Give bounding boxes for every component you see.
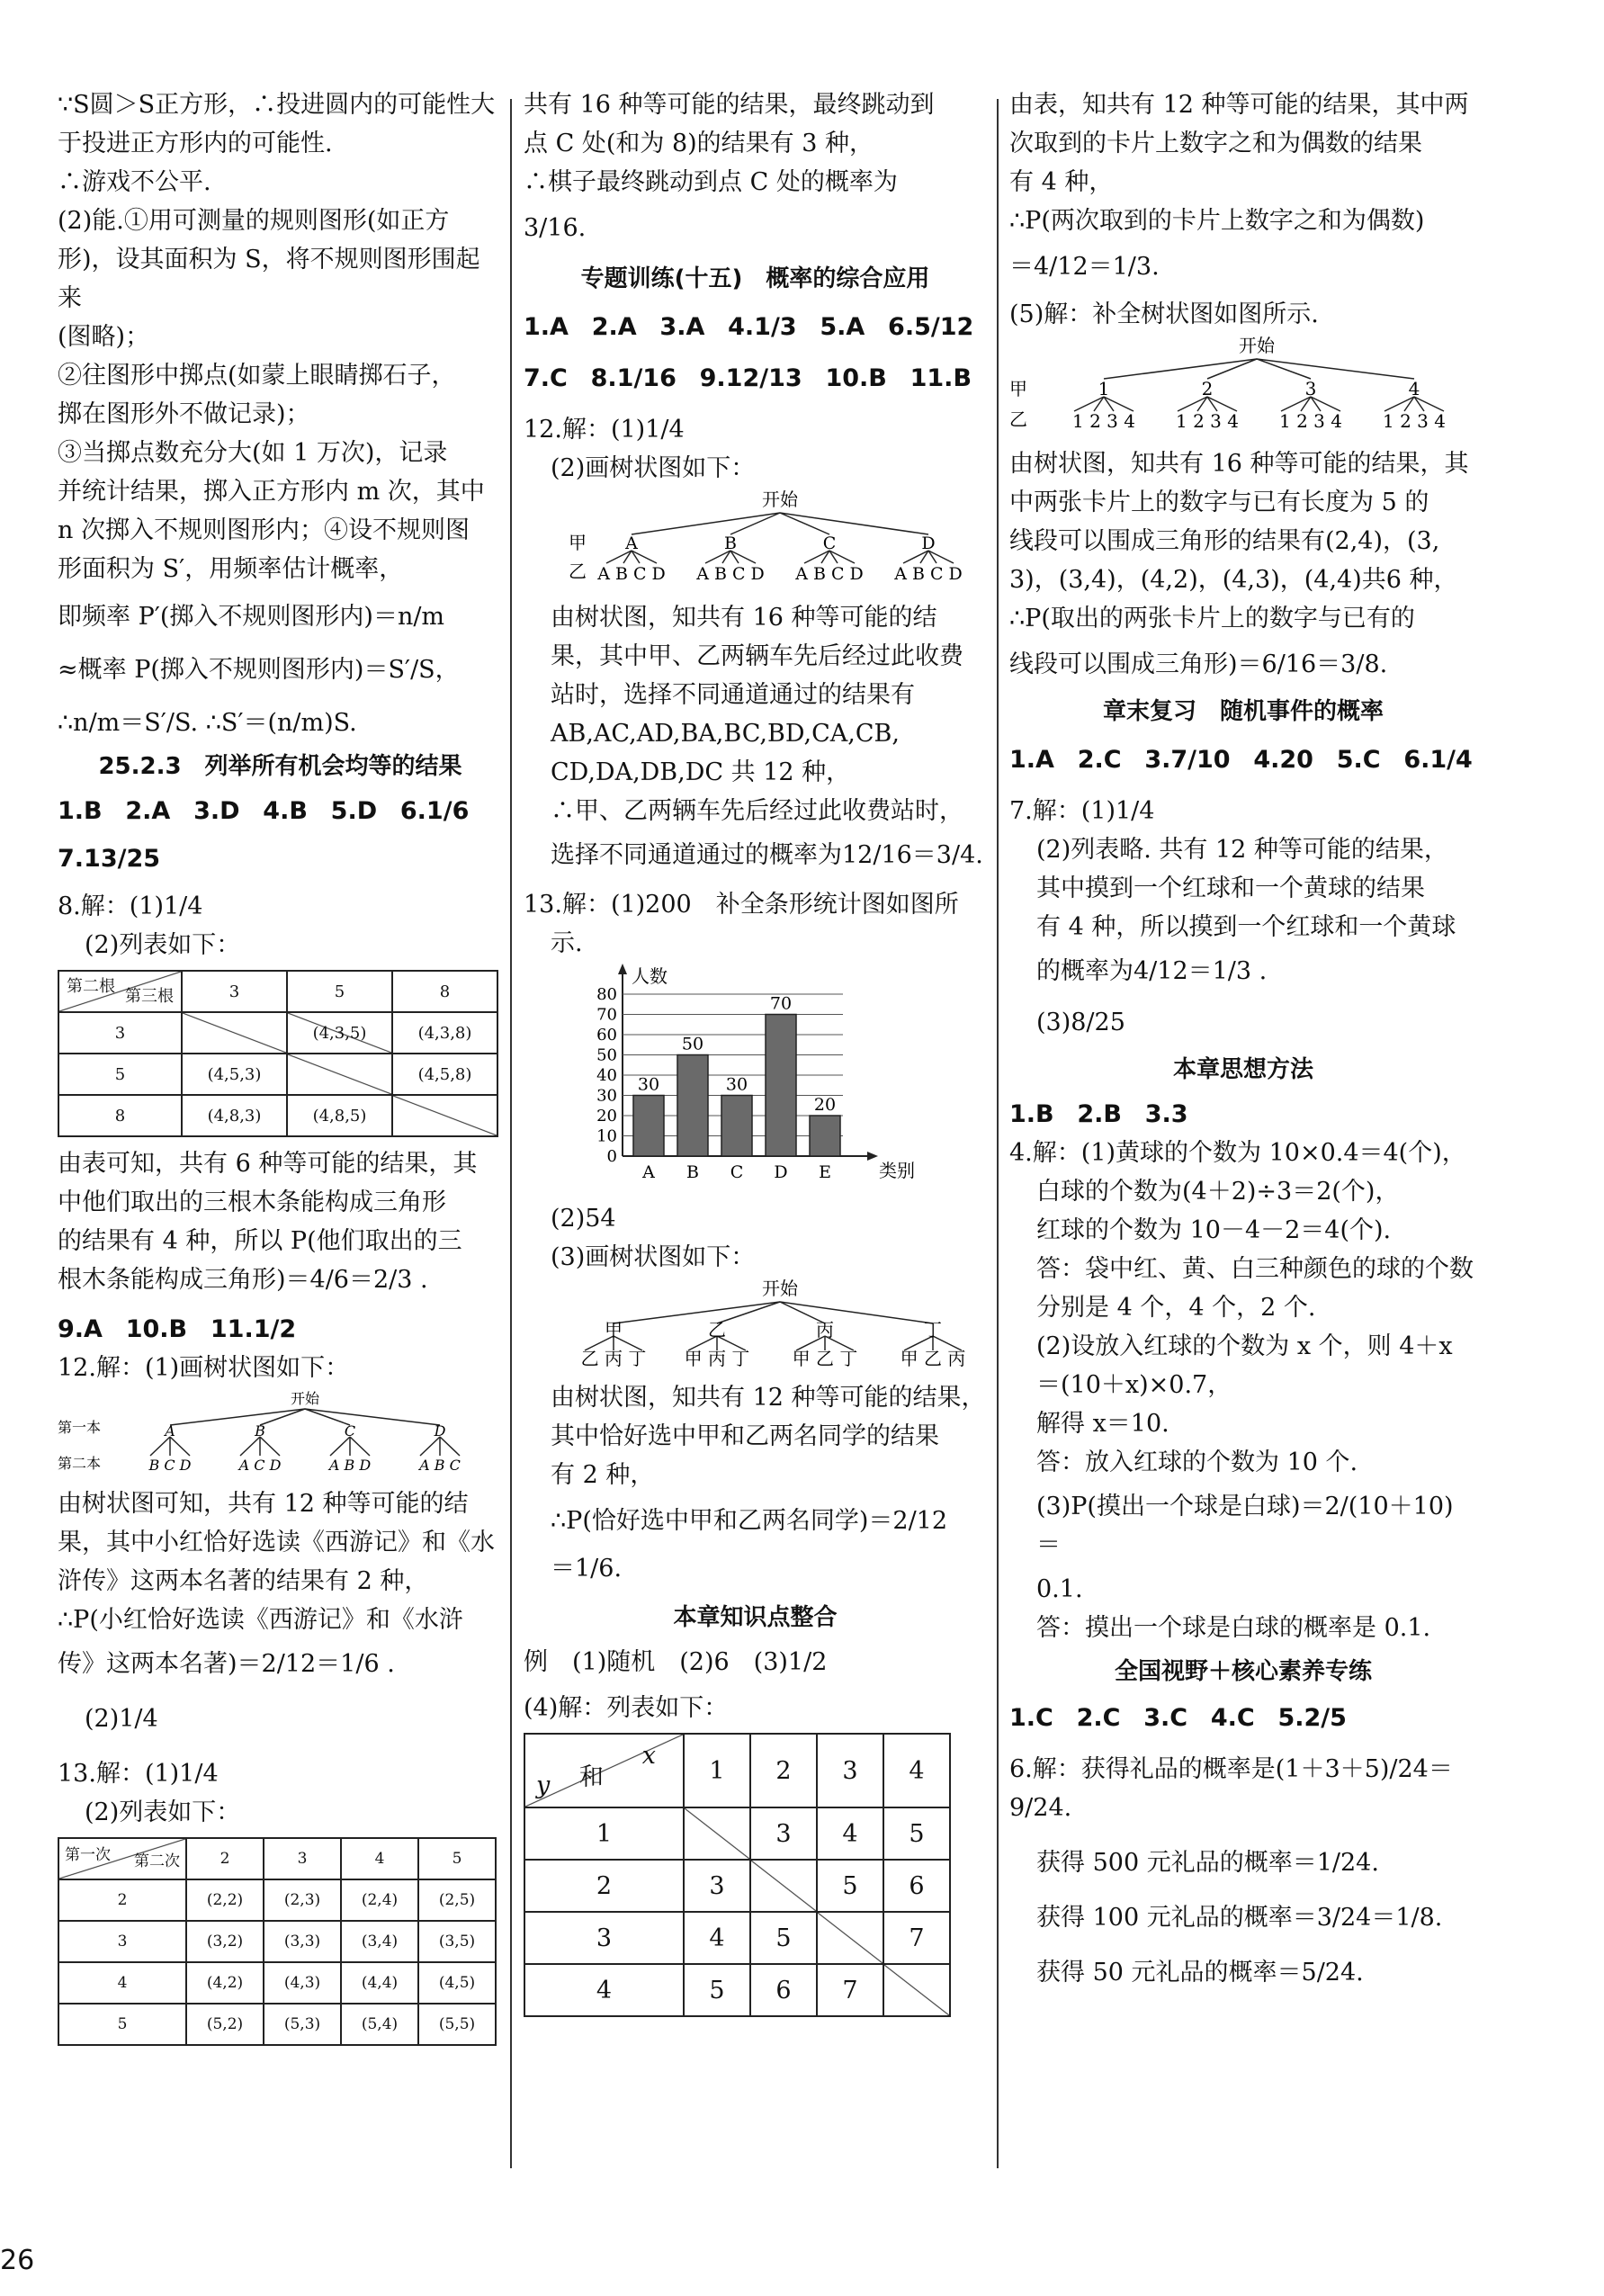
answer-row bbox=[58, 792, 503, 830]
section-title: 章末复习 随机事件的概率 bbox=[1102, 698, 1384, 725]
question-4: 4.解：(1)黄球的个数为 10×0.4＝4(个)， bbox=[1009, 1139, 1466, 1167]
x-tick-label: C bbox=[730, 1162, 744, 1182]
text-line: 获得 100 元礼品的概率＝3/24＝1/8. bbox=[1036, 1904, 1443, 1932]
text-line: 果，其中甲、乙两辆车先后经过此收费 bbox=[551, 642, 963, 670]
row-header: 1 bbox=[524, 1807, 684, 1860]
text-line: 3)，(3,4)，(4,2)，(4,3)，(4,4)共6 种， bbox=[1009, 566, 1458, 594]
tree-node: 丙 bbox=[816, 1319, 834, 1341]
answer: 4.20 bbox=[1253, 746, 1313, 774]
data-label: 50 bbox=[681, 1034, 704, 1054]
text-line: ∴n/m＝S′/S. ∴S′＝(n/m)S. bbox=[58, 709, 357, 737]
y-tick-label: 10 bbox=[596, 1126, 617, 1146]
tree-node: A bbox=[625, 534, 638, 553]
text-line: 传》这两本名著)＝2/12＝1/6 . bbox=[58, 1650, 395, 1678]
tree-node: 4 bbox=[1408, 378, 1420, 399]
text-line: ∴甲、乙两辆车先后经过此收费站时， bbox=[551, 797, 963, 825]
tree-diagram-books bbox=[58, 1387, 503, 1473]
tree-node: D bbox=[921, 534, 936, 553]
tree-leaves: 乙 丙 丁 bbox=[580, 1348, 647, 1367]
text-line: 中两张卡片上的数字与已有长度为 5 的 bbox=[1009, 489, 1429, 516]
table-cell: (5,5) bbox=[418, 2004, 496, 2045]
text-line: 分别是 4 个，4 个，2 个. bbox=[1036, 1294, 1316, 1322]
bar bbox=[633, 1096, 664, 1157]
data-label: 20 bbox=[813, 1095, 837, 1115]
text-line: ∴P(两次取到的卡片上数字之和为偶数) bbox=[1009, 207, 1425, 235]
text-line: (2)设放入红球的个数为 x 个，则 4＋x bbox=[1036, 1332, 1453, 1360]
table-cell: (5,4) bbox=[341, 2004, 418, 2045]
table-cell-diagonal bbox=[750, 1860, 817, 1912]
data-label: 30 bbox=[725, 1074, 748, 1095]
row-header: 4 bbox=[58, 1962, 186, 2004]
text-line: 解得 x＝10. bbox=[1036, 1410, 1169, 1438]
col1-intro bbox=[58, 85, 503, 742]
tree-leaves: 甲 丙 丁 bbox=[684, 1348, 750, 1367]
answer: 2.A bbox=[125, 797, 171, 825]
text-line: (4)解：列表如下： bbox=[524, 1694, 729, 1722]
text-line: 于投进正方形内的可能性. bbox=[58, 130, 333, 157]
answer-row bbox=[58, 1310, 503, 1349]
text-line: 白球的个数为(4＋2)÷3＝2(个)， bbox=[1036, 1178, 1400, 1206]
col-header: 2 bbox=[750, 1734, 817, 1807]
table-cell: (4,3) bbox=[264, 1962, 341, 2004]
col-header: 8 bbox=[392, 971, 497, 1012]
text-line: (3)P(摸出一个球是白球)＝2/(10＋10)＝ bbox=[1036, 1493, 1454, 1559]
text-line: 有 2 种， bbox=[551, 1461, 655, 1489]
table-cell: (3,4) bbox=[341, 1921, 418, 1962]
text-line: ∴P(恰好选中甲和乙两名同学)＝2/12 bbox=[551, 1507, 948, 1535]
table-cell: 7 bbox=[883, 1912, 950, 1964]
text-line: ②往图形中掷点(如蒙上眼睛掷石子， bbox=[58, 362, 456, 390]
text-line: 3/16. bbox=[524, 214, 587, 242]
text-line: 有 4 种，所以摸到一个红球和一个黄球 bbox=[1036, 913, 1456, 941]
answer-row bbox=[1009, 1095, 1477, 1134]
text-line: n 次掷入不规则图形内；④设不规则图 bbox=[58, 516, 470, 544]
answer: 3.A bbox=[659, 313, 705, 341]
text-line: AB,AC,AD,BA,BC,BD,CA,CB, bbox=[551, 720, 900, 748]
table-cell: (5,2) bbox=[186, 2004, 264, 2045]
text-line: 并统计结果，掷入正方形内 m 次，其中 bbox=[58, 478, 485, 506]
table-cell: 3 bbox=[684, 1860, 750, 1912]
tree-leaves: 1 2 3 4 bbox=[1383, 410, 1446, 432]
table-draws bbox=[58, 1837, 497, 2046]
answer: 8.1/16 bbox=[590, 364, 677, 392]
col-header: 5 bbox=[287, 971, 392, 1012]
corner-bottom: 第一次 bbox=[65, 1846, 111, 1864]
corner-top: 第二次 bbox=[134, 1852, 180, 1870]
answer: 1.C bbox=[1009, 1704, 1053, 1732]
text-line: 的结果有 4 种，所以 P(他们取出的三 bbox=[58, 1227, 462, 1255]
table-sums bbox=[524, 1733, 951, 2017]
page-number: 26 bbox=[0, 2245, 35, 2276]
table-corner bbox=[524, 1734, 684, 1807]
answer: 9.A bbox=[58, 1315, 103, 1343]
y-tick-label: 30 bbox=[596, 1086, 617, 1106]
table-cell: 4 bbox=[817, 1807, 883, 1860]
table-cell: 4 bbox=[684, 1912, 750, 1964]
col-header: 3 bbox=[264, 1838, 341, 1879]
tree-leaves: A B C D bbox=[795, 564, 864, 584]
text-line: 红球的个数为 10－4－2＝4(个). bbox=[1036, 1216, 1392, 1244]
table-cell: (2,2) bbox=[186, 1879, 264, 1921]
answer: 1.A bbox=[524, 313, 569, 341]
tree-leaves: A B C D bbox=[597, 564, 666, 584]
text-line: (2)54 bbox=[551, 1205, 616, 1233]
answer: 1.A bbox=[1009, 746, 1054, 774]
text-line: 获得 500 元礼品的概率＝1/24. bbox=[1036, 1849, 1379, 1877]
text-line: ＝4/12＝1/3. bbox=[1009, 253, 1160, 281]
answer: 5.D bbox=[330, 797, 378, 825]
table-cell: (4,3,8) bbox=[392, 1012, 497, 1054]
text-line: (图略)； bbox=[58, 323, 150, 351]
text-line: 由树状图，知共有 16 种等可能的结果，其 bbox=[1009, 450, 1469, 478]
col-header: 3 bbox=[817, 1734, 883, 1807]
table-cell: (4,5) bbox=[418, 1962, 496, 2004]
text-line: (5)解：补全树状图如图所示. bbox=[1009, 300, 1319, 328]
corner-top: x bbox=[641, 1742, 656, 1770]
text-line: (2)画树状图如下： bbox=[551, 454, 756, 482]
answer: 4.C bbox=[1210, 1704, 1255, 1732]
section-title: 本章思想方法 bbox=[1172, 1056, 1313, 1083]
text-line: 示. bbox=[551, 929, 583, 957]
text-line: 形面积为 S′，用频率估计概率， bbox=[58, 555, 404, 583]
column-divider-right bbox=[997, 99, 999, 2168]
column-divider-left bbox=[510, 99, 512, 2168]
tree-node: C bbox=[822, 534, 837, 553]
text-line: ∴游戏不公平. bbox=[58, 168, 211, 196]
text-line: 形)，设其面积为 S，将不规则图形围起来 bbox=[58, 246, 480, 312]
table-cell: (5,3) bbox=[264, 2004, 341, 2045]
text-line: 由表，知共有 12 种等可能的结果，其中两 bbox=[1009, 91, 1469, 119]
answer: 2.A bbox=[591, 313, 637, 341]
table-cell: 5 bbox=[750, 1912, 817, 1964]
col-header: 4 bbox=[883, 1734, 950, 1807]
corner-top: 第三根 bbox=[125, 987, 174, 1006]
answer: 3.3 bbox=[1144, 1100, 1188, 1128]
text-line: 根木条能构成三角形)＝4/6＝2/3 . bbox=[58, 1266, 428, 1294]
tree-root: 开始 bbox=[762, 1278, 798, 1299]
answer-row bbox=[524, 308, 987, 346]
table-corner bbox=[58, 1838, 186, 1879]
answer: 2.C bbox=[1076, 1704, 1121, 1732]
table-cell: 7 bbox=[817, 1964, 883, 2016]
text-line: (2)列表如下： bbox=[85, 1798, 241, 1826]
table-cell: 5 bbox=[883, 1807, 950, 1860]
table-cell: 3 bbox=[750, 1807, 817, 1860]
tree-node: 丁 bbox=[924, 1319, 942, 1341]
answer: 6.5/12 bbox=[888, 313, 974, 341]
row-header: 2 bbox=[58, 1879, 186, 1921]
table-cell: (4,8,3) bbox=[182, 1095, 287, 1136]
x-tick-label: A bbox=[642, 1162, 655, 1182]
col-header: 3 bbox=[182, 971, 287, 1012]
row-header: 2 bbox=[524, 1860, 684, 1912]
corner-bottom: 第二根 bbox=[67, 977, 115, 996]
tree-leaves: 1 2 3 4 bbox=[1279, 410, 1342, 432]
text-line: 由树状图，知共有 16 种等可能的结 bbox=[551, 604, 937, 632]
tree-node: 甲 bbox=[605, 1319, 623, 1341]
text-line: (2)1/4 bbox=[85, 1705, 158, 1733]
section-title: 专题训练(十五) 概率的综合应用 bbox=[580, 265, 930, 292]
table-cell: (3,3) bbox=[264, 1921, 341, 1962]
text-line: 即频率 P′(掷入不规则图形内)＝n/m bbox=[58, 603, 445, 631]
bar bbox=[766, 1015, 796, 1157]
answer: 2.C bbox=[1077, 746, 1122, 774]
x-axis-arrow bbox=[867, 1152, 878, 1161]
table-cell: (2,3) bbox=[264, 1879, 341, 1921]
answer: 6.1/6 bbox=[399, 797, 470, 825]
table-cell-diagonal bbox=[392, 1095, 497, 1136]
question-6: 6.解：获得礼品的概率是(1＋3＋5)/24＝9/24. bbox=[1009, 1755, 1453, 1822]
tree-leaves: 甲 乙 丁 bbox=[792, 1348, 858, 1367]
x-axis-label: 类别 bbox=[879, 1160, 915, 1181]
table-cell: (4,5,3) bbox=[182, 1054, 287, 1095]
bar bbox=[721, 1096, 752, 1157]
tree-leaves: A C D bbox=[238, 1457, 282, 1473]
table-cell: (3,2) bbox=[186, 1921, 264, 1962]
text-line: 有 4 种， bbox=[1009, 168, 1114, 196]
text-line: 答：摸出一个球是白球的概率是 0.1. bbox=[1036, 1614, 1431, 1642]
col-header: 5 bbox=[418, 1838, 496, 1879]
y-axis-label: 人数 bbox=[632, 965, 668, 987]
answer: 2.B bbox=[1077, 1100, 1122, 1128]
bar-chart bbox=[524, 963, 987, 1188]
answer: 5.A bbox=[820, 313, 865, 341]
text-line: 的概率为4/12＝1/3 . bbox=[1036, 957, 1268, 985]
bar bbox=[677, 1055, 708, 1157]
answer: 10.B bbox=[825, 364, 887, 392]
table-cell-diagonal bbox=[182, 1012, 287, 1054]
tree-level-label: 甲 bbox=[1009, 378, 1027, 399]
y-tick-label: 50 bbox=[596, 1045, 617, 1065]
text-line: (2)列表略. 共有 12 种等可能的结果， bbox=[1036, 836, 1448, 864]
table-cell: 5 bbox=[817, 1860, 883, 1912]
text-line: 其中摸到一个红球和一个黄球的结果 bbox=[1036, 874, 1425, 902]
table-cell: (3,5) bbox=[418, 1921, 496, 1962]
tree-leaves: 甲 乙 丙 bbox=[900, 1348, 966, 1367]
tree-leaves: 1 2 3 4 bbox=[1176, 410, 1239, 432]
table-sticks bbox=[58, 970, 498, 1137]
tree-root: 开始 bbox=[762, 489, 798, 510]
table-cell: (4,2) bbox=[186, 1962, 264, 2004]
tree-node: A bbox=[165, 1422, 175, 1439]
x-tick-label: B bbox=[686, 1162, 699, 1182]
y-tick-label: 60 bbox=[596, 1026, 617, 1045]
row-header: 5 bbox=[58, 2004, 186, 2045]
text-line: 由树状图可知，共有 12 种等可能的结 bbox=[58, 1490, 469, 1518]
table-cell: (2,4) bbox=[341, 1879, 418, 1921]
tree-node: 1 bbox=[1098, 378, 1110, 399]
answer: 7.C bbox=[524, 364, 568, 392]
text-line: ≈概率 P(掷入不规则图形内)＝S′/S， bbox=[58, 656, 460, 684]
text-line: 线段可以围成三角形的结果有(2,4)，(3, bbox=[1009, 527, 1440, 555]
table-cell: 5 bbox=[684, 1964, 750, 2016]
table-cell-diagonal bbox=[287, 1054, 392, 1095]
row-header: 3 bbox=[58, 1012, 182, 1054]
text-line: 答：放入红球的个数为 10 个. bbox=[1036, 1448, 1358, 1476]
tree-node: B bbox=[255, 1422, 265, 1439]
text-line: (2)能.①用可测量的规则图形(如正方 bbox=[58, 207, 450, 235]
text-line: 由表可知，共有 6 种等可能的结果，其 bbox=[58, 1150, 478, 1178]
col-header: 4 bbox=[341, 1838, 418, 1879]
table-cell: (4,8,5) bbox=[287, 1095, 392, 1136]
answer: 11.1/2 bbox=[210, 1315, 297, 1343]
text-line: 其中恰好选中甲和乙两名同学的结果 bbox=[551, 1422, 939, 1450]
text-line: (3)画树状图如下： bbox=[551, 1243, 756, 1271]
y-tick-label: 70 bbox=[596, 1005, 617, 1025]
tree-node: 乙 bbox=[708, 1319, 726, 1341]
text-line: 答：袋中红、黄、白三种颜色的球的个数 bbox=[1036, 1255, 1474, 1283]
text-line: ＝1/6. bbox=[551, 1555, 623, 1583]
answer: 6.1/4 bbox=[1403, 746, 1473, 774]
corner-mid: 和 bbox=[579, 1763, 604, 1791]
table-cell: (2,5) bbox=[418, 1879, 496, 1921]
tree-node: 3 bbox=[1304, 378, 1317, 399]
text-line: 站时，选择不同通道通过的结果有 bbox=[551, 681, 915, 709]
text-line: CD,DA,DB,DC 共 12 种， bbox=[551, 758, 851, 786]
col-header: 1 bbox=[684, 1734, 750, 1807]
table-cell: (4,3,5) bbox=[287, 1012, 392, 1054]
table-cell: (4,5,8) bbox=[392, 1054, 497, 1095]
question-12: 12.解：(1)1/4 bbox=[524, 416, 685, 444]
text-line: 浒传》这两本名著的结果有 2 种， bbox=[58, 1567, 429, 1595]
answer: 9.12/13 bbox=[699, 364, 802, 392]
tree-diagram-cars bbox=[524, 488, 987, 587]
row-header: 8 bbox=[58, 1095, 182, 1136]
table-cell-diagonal bbox=[817, 1912, 883, 1964]
tree-leaves: A B C D bbox=[894, 564, 963, 584]
question-8: 8.解：(1)1/4 bbox=[58, 892, 203, 920]
answer-row bbox=[1009, 1699, 1477, 1737]
text-line: 共有 16 种等可能的结果，最终跳动到 bbox=[524, 91, 935, 119]
tree-root: 开始 bbox=[290, 1390, 320, 1407]
answer: 4.B bbox=[263, 797, 308, 825]
question-13: 13.解：(1)200 补全条形统计图如图所 bbox=[524, 891, 959, 919]
text-line: 掷在图形外不做记录)； bbox=[58, 400, 310, 428]
table-cell: 6 bbox=[750, 1964, 817, 2016]
x-tick-label: D bbox=[774, 1162, 788, 1182]
data-label: 70 bbox=[769, 993, 793, 1014]
table-cell-diagonal bbox=[684, 1807, 750, 1860]
tree-leaves: A B C bbox=[419, 1457, 461, 1473]
text-line: 中他们取出的三根木条能构成三角形 bbox=[58, 1188, 446, 1216]
y-axis-arrow bbox=[618, 964, 627, 974]
answer: 3.C bbox=[1143, 1704, 1188, 1732]
answer: 3.7/10 bbox=[1144, 746, 1231, 774]
tree-root: 开始 bbox=[1239, 335, 1275, 356]
text-line: 获得 50 元礼品的概率＝5/24. bbox=[1036, 1959, 1364, 1987]
text-line: 果，其中小红恰好选读《西游记》和《水 bbox=[58, 1529, 495, 1556]
tree-node: 2 bbox=[1201, 378, 1214, 399]
table-cell: (4,4) bbox=[341, 1962, 418, 2004]
column-3 bbox=[1009, 85, 1477, 1992]
tree-level-label: 乙 bbox=[569, 561, 587, 582]
tree-diagram-cards bbox=[1009, 334, 1477, 433]
table-cell: 6 bbox=[883, 1860, 950, 1912]
text-line: 由树状图，知共有 12 种等可能的结果， bbox=[551, 1384, 986, 1412]
answer: 5.C bbox=[1336, 746, 1381, 774]
tree-leaves: 1 2 3 4 bbox=[1072, 410, 1135, 432]
y-tick-label: 0 bbox=[606, 1147, 617, 1166]
tree-node: D bbox=[434, 1422, 446, 1439]
tree-leaves: A B D bbox=[328, 1457, 372, 1473]
tree-level-label: 甲 bbox=[569, 532, 587, 553]
answer: 1.B bbox=[1009, 1100, 1054, 1128]
row-header: 3 bbox=[524, 1912, 684, 1964]
y-tick-label: 20 bbox=[596, 1107, 617, 1126]
text-line: ＝(10＋x)×0.7， bbox=[1036, 1371, 1232, 1399]
answer: 5.2/5 bbox=[1277, 1704, 1347, 1732]
answer: 7.13/25 bbox=[58, 845, 161, 873]
answer-row bbox=[524, 359, 987, 398]
answer-row bbox=[1009, 740, 1477, 779]
bar bbox=[810, 1116, 840, 1156]
text-line: ∵S圆＞S正方形，∴投进圆内的可能性大 bbox=[58, 91, 496, 119]
text-line: 线段可以围成三角形)＝6/16＝3/8. bbox=[1009, 650, 1388, 678]
text-line: (3)8/25 bbox=[1036, 1009, 1125, 1036]
table-cell-diagonal bbox=[883, 1964, 950, 2016]
data-label: 30 bbox=[637, 1074, 660, 1095]
table-corner bbox=[58, 971, 182, 1012]
tree-node: C bbox=[344, 1422, 356, 1439]
col-header: 2 bbox=[186, 1838, 264, 1879]
answer: 3.D bbox=[193, 797, 240, 825]
row-header: 5 bbox=[58, 1054, 182, 1095]
text-line: ∴P(取出的两张卡片上的数字与已有的 bbox=[1009, 605, 1415, 632]
question-13: 13.解：(1)1/4 bbox=[58, 1760, 219, 1788]
corner-bottom: y bbox=[536, 1771, 551, 1799]
tree-leaves: B C D bbox=[148, 1457, 192, 1473]
tree-level-label: 第二本 bbox=[58, 1455, 102, 1472]
text-line: 次取到的卡片上数字之和为偶数的结果 bbox=[1009, 130, 1422, 157]
example-line: 例 (1)随机 (2)6 (3)1/2 bbox=[524, 1648, 828, 1676]
tree-leaves: A B C D bbox=[696, 564, 765, 584]
text-line: ∴P(小红恰好选读《西游记》和《水浒 bbox=[58, 1606, 463, 1634]
row-header: 3 bbox=[58, 1921, 186, 1962]
tree-node: B bbox=[724, 534, 737, 553]
tree-level-label: 乙 bbox=[1009, 408, 1027, 430]
answer: 1.B bbox=[58, 797, 103, 825]
section-title: 全国视野＋核心素养专练 bbox=[1114, 1658, 1372, 1685]
question-7: 7.解：(1)1/4 bbox=[1009, 797, 1155, 825]
column-1 bbox=[58, 85, 503, 2053]
section-title: 25.2.3 列举所有机会均等的结果 bbox=[98, 753, 462, 780]
column-2 bbox=[524, 85, 987, 2024]
tree-diagram-students bbox=[524, 1277, 987, 1367]
x-tick-label: E bbox=[819, 1162, 831, 1182]
text-line: 点 C 处(和为 8)的结果有 3 种， bbox=[524, 130, 874, 157]
answer: 4.1/3 bbox=[728, 313, 797, 341]
answer: 11.B bbox=[910, 364, 972, 392]
tree-level-label: 第一本 bbox=[58, 1419, 102, 1436]
text-line: (2)列表如下： bbox=[85, 931, 241, 959]
question-12: 12.解：(1)画树状图如下： bbox=[58, 1354, 350, 1382]
text-line: ∴棋子最终跳动到点 C 处的概率为 bbox=[524, 168, 898, 196]
section-title: 本章知识点整合 bbox=[673, 1604, 838, 1631]
text-line: 选择不同通道通过的概率为12/16＝3/4. bbox=[551, 841, 983, 869]
answer: 10.B bbox=[125, 1315, 188, 1343]
y-tick-label: 40 bbox=[596, 1066, 617, 1085]
y-tick-label: 80 bbox=[596, 985, 617, 1004]
text-line: 0.1. bbox=[1036, 1575, 1083, 1603]
row-header: 4 bbox=[524, 1964, 684, 2016]
text-line: ③当掷点数充分大(如 1 万次)，记录 bbox=[58, 439, 448, 467]
